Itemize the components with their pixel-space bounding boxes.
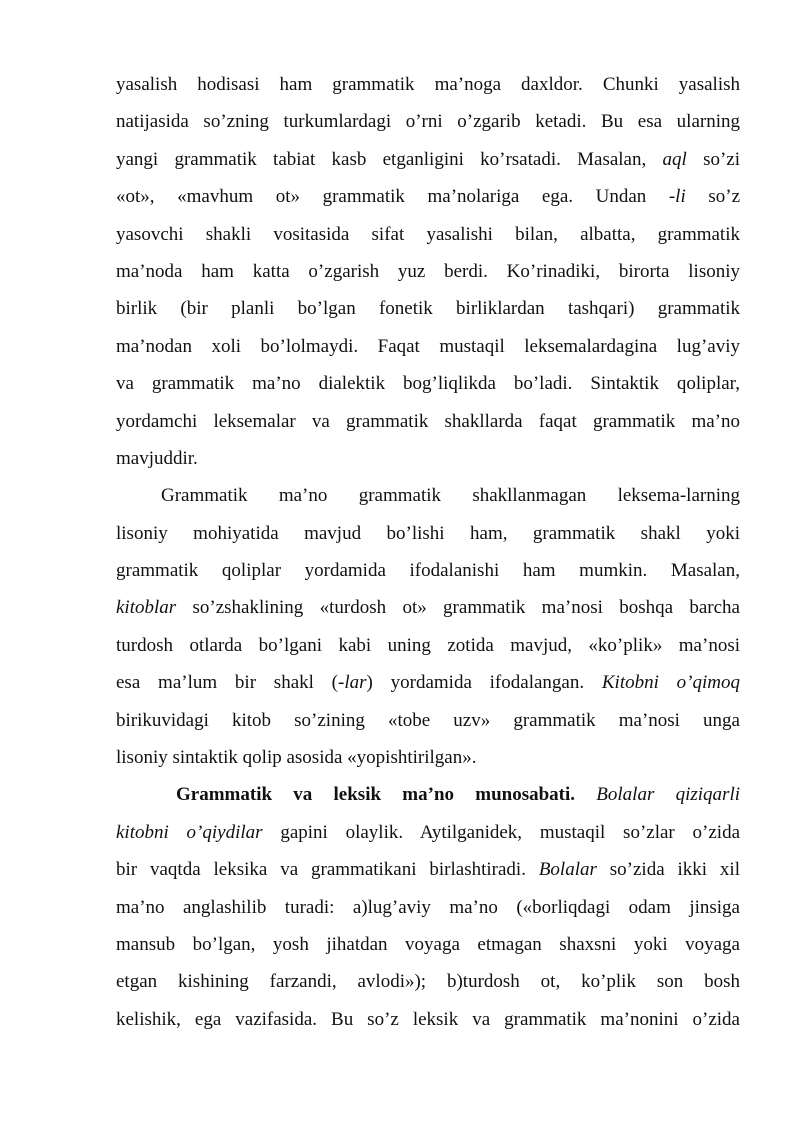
text-line [116, 477, 740, 514]
text-line [116, 403, 740, 440]
text-segment: ma’no anglashilib turadi: a)lug’aviy ma’no («borliqdagi odam jinsiga [116, 896, 740, 918]
italic-phrase: aql [662, 148, 687, 170]
text-segment: yasalish hodisasi ham grammatik ma’noga daxldor. Chunki yasalish [116, 74, 740, 95]
text-segment: «ot», «mavhum ot» grammatik ma’nolariga ega. Undan [116, 186, 669, 208]
document-body [116, 66, 740, 1038]
text-segment: gapini olaylik. Aytilganidek, mustaqil so’zlar o’zida [262, 821, 740, 843]
text-segment: so’zshaklining «turdosh ot» grammatik ma’nosi boshqa barcha [176, 597, 740, 619]
text-segment: mavjuddir. [116, 447, 198, 469]
section-heading: Grammatik va leksik ma’no munosabati. [176, 784, 576, 806]
italic-phrase: -lar [338, 672, 367, 694]
text-line [116, 664, 740, 701]
text-line [116, 814, 740, 851]
text-segment: birikuvidagi kitob so’zining «tobe uzv» grammatik ma’nosi unga [116, 709, 740, 731]
text-line [116, 216, 740, 253]
text-segment: bir vaqtda leksika va grammatikani birlashtiradi. [116, 859, 539, 881]
text-line [116, 627, 740, 664]
text-segment: yangi grammatik tabiat kasb etganligini ko’rsatadi. Masalan, [116, 148, 663, 170]
text-line [116, 963, 740, 1000]
text-line [116, 365, 740, 402]
text-line [116, 515, 740, 552]
text-segment: lisoniy mohiyatida mavjud bo’lishi ham, grammatik shakl yoki [116, 522, 740, 544]
text-segment: Grammatik ma’no grammatik shakllanmagan leksema-larning [161, 485, 740, 507]
text-segment: va grammatik ma’no dialektik bog’liqlikda bo’ladi. Sintaktik qoliplar, [116, 373, 740, 395]
text-line [116, 739, 740, 776]
text-segment: ) yordamida ifodalangan. [366, 672, 602, 694]
italic-phrase: Bolalar qiziqarli [596, 784, 741, 806]
text-line [116, 552, 740, 589]
text-segment [575, 784, 596, 805]
text-segment: turdosh otlarda bo’lgani kabi uning zotida mavjud, «ko’plik» ma’nosi [116, 634, 740, 656]
text-line [116, 178, 740, 215]
text-segment: so’zi [686, 148, 740, 170]
text-line [116, 141, 740, 178]
text-line [116, 926, 740, 963]
text-segment: lisoniy sintaktik qolip asosida «yopishtirilgan». [116, 747, 477, 769]
text-line [116, 328, 740, 365]
text-line [116, 776, 740, 813]
text-segment: so’z [685, 186, 741, 208]
text-line [116, 290, 740, 327]
text-segment: grammatik qoliplar yordamida ifodalanishi ham mumkin. Masalan, [116, 560, 740, 582]
italic-phrase: -li [668, 186, 686, 208]
italic-phrase: kitoblar [116, 597, 177, 619]
text-segment: natijasida so’zning turkumlardagi o’rni o’zgarib ketadi. Bu esa ularning [116, 111, 740, 133]
text-line [116, 103, 740, 140]
text-segment: etgan kishining farzandi, avlodi»); b)turdosh ot, ko’plik son bosh [116, 971, 740, 993]
italic-phrase: kitobni o’qiydilar [116, 821, 263, 843]
text-line [116, 1001, 740, 1038]
text-segment: ma’noda ham katta o’zgarish yuz berdi. Ko’rinadiki, birorta lisoniy [116, 260, 740, 282]
text-line [116, 66, 740, 103]
text-line [116, 589, 740, 626]
text-segment: yordamchi leksemalar va grammatik shakllarda faqat grammatik ma’no [116, 410, 740, 432]
text-segment: so’zida ikki xil [596, 859, 740, 881]
italic-phrase: Bolalar [538, 859, 597, 881]
italic-phrase: Kitobni o’qimoq [601, 672, 740, 694]
text-line [116, 889, 740, 926]
text-segment: birlik (bir planli bo’lgan fonetik birliklardan tashqari) grammatik [116, 298, 740, 320]
text-segment: esa ma’lum bir shakl ( [116, 672, 339, 694]
text-line [116, 440, 740, 477]
text-line [116, 851, 740, 888]
text-segment: yasovchi shakli vositasida sifat yasalishi bilan, albatta, grammatik [116, 223, 740, 245]
text-segment: ma’nodan xoli bo’lolmaydi. Faqat mustaqil leksemalardagina lug’aviy [116, 335, 740, 357]
text-line [116, 702, 740, 739]
text-line [116, 253, 740, 290]
text-segment: mansub bo’lgan, yosh jihatdan voyaga etmagan shaxsni yoki voyaga [116, 933, 740, 955]
text-segment: kelishik, ega vazifasida. Bu so’z leksik va grammatik ma’nonini o’zida [116, 1008, 740, 1030]
